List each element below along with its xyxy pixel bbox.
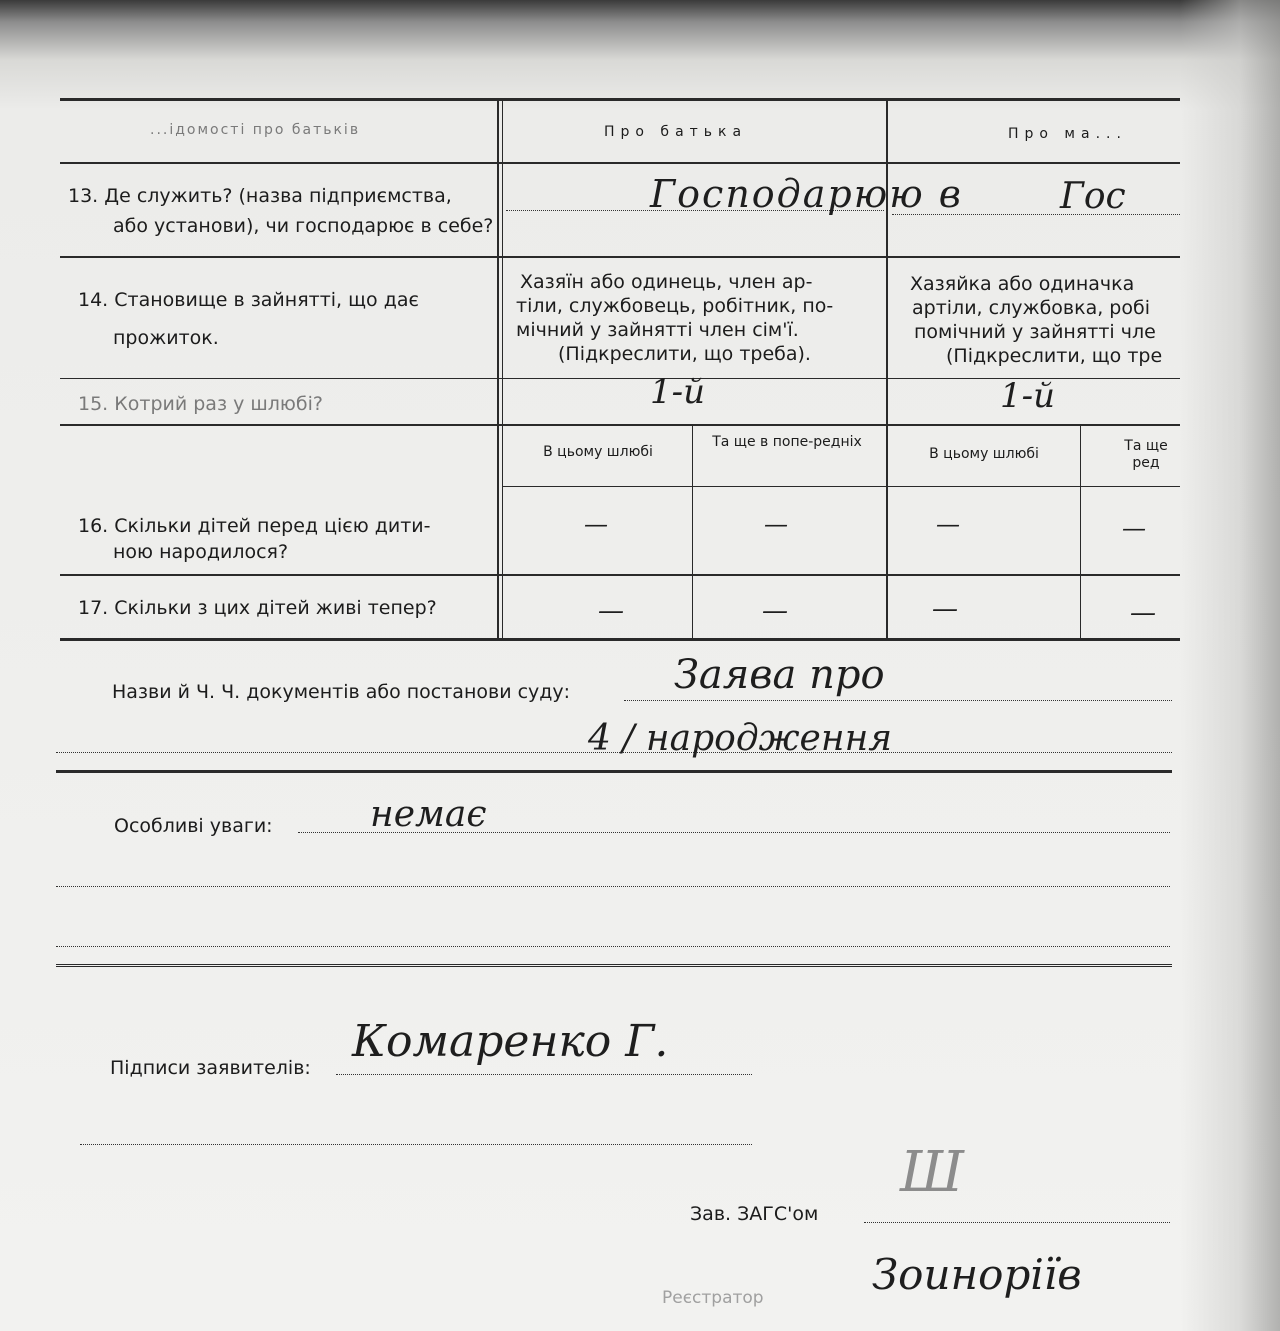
q17-dash-4: — <box>1130 598 1156 628</box>
q17-dash-1: — <box>598 596 624 626</box>
remarks-line-3 <box>56 946 1170 947</box>
documents-answer-line1: Заява про <box>674 652 885 698</box>
q15-label: 15. Котрий раз у шлюбі? <box>78 393 323 415</box>
q16-label-line2: ною народилося? <box>113 541 289 563</box>
remarks-label: Особливі уваги: <box>114 815 273 837</box>
signatures-line-1 <box>336 1074 752 1075</box>
header-father: Про батька <box>604 124 748 140</box>
q13-father-answer: Господарюю в <box>650 172 963 216</box>
q16-mother-previous: Та ще ред <box>1124 438 1168 471</box>
documents-answer-line2: 4 / народження <box>588 718 893 759</box>
q13-label-line2: або установи), чи господарює в себе? <box>113 215 494 237</box>
signatures-label: Підписи заявителів: <box>110 1057 311 1079</box>
zags-head-signature: Ш <box>900 1140 964 1205</box>
q16-dash-4: — <box>1122 514 1146 542</box>
remarks-answer: немає <box>370 794 487 835</box>
registrar-label: Реєстратор <box>662 1288 764 1308</box>
row15-bottom-border <box>60 424 1180 426</box>
header-mother: Про ма... <box>1008 126 1127 142</box>
q14-label-line1: 14. Становище в зайнятті, що дає <box>78 289 419 311</box>
table-bottom-border <box>60 638 1180 641</box>
q16-dash-1: — <box>584 510 608 538</box>
q15-mother-answer: 1-й <box>1000 376 1056 416</box>
q14-father-option-line3: мічний у зайнятті член сім'ї. <box>516 319 799 341</box>
row16-subheader-border <box>502 486 1180 487</box>
row13-bottom-border <box>60 256 1180 258</box>
q16-mother-this-marriage: В цьому шлюбі <box>929 446 1039 462</box>
q16-father-this-marriage: В цьому шлюбі <box>543 444 653 460</box>
q14-father-option-line1: Хазяїн або одинець, член ар- <box>520 271 813 293</box>
header-col-label: ...ідомості про батьків <box>150 122 361 138</box>
remarks-section-border <box>56 964 1172 967</box>
col-divider-label-2 <box>502 98 503 638</box>
q16-label-line1: 16. Скільки дітей перед цією дити- <box>78 515 431 537</box>
col-divider-mother-sub <box>1080 424 1081 638</box>
remarks-line-2 <box>56 886 1170 887</box>
q17-label: 17. Скільки з цих дітей живі тепер? <box>78 597 437 619</box>
col-divider-label <box>497 98 499 638</box>
q15-father-answer: 1-й <box>650 372 706 412</box>
q14-mother-option-line4: (Підкреслити, що тре <box>946 345 1163 367</box>
q17-dash-2: — <box>762 596 788 626</box>
zags-head-label: Зав. ЗАГС'ом <box>690 1203 819 1225</box>
q14-mother-option-line1: Хазяйка або одиначка <box>910 273 1135 295</box>
documents-label: Назви й Ч. Ч. документів або постанови суду: <box>112 681 571 703</box>
q14-father-option-line4: (Підкреслити, що треба). <box>558 343 811 365</box>
q13-label-line1: 13. Де служить? (назва підприємства, <box>68 185 452 207</box>
q17-dash-3: — <box>932 594 958 624</box>
documents-line-1 <box>624 700 1172 701</box>
applicant-signature: Комаренко Г. <box>352 1016 669 1067</box>
registrar-signature: Зоиноріїв <box>872 1250 1082 1299</box>
q16-father-previous: Та ще в попе-редніх <box>712 434 862 450</box>
zags-head-sign-line <box>864 1222 1170 1223</box>
page-edge-shadow <box>1180 0 1280 1331</box>
q14-father-option-line2: тіли, службовець, робітник, по- <box>516 295 834 317</box>
row16-bottom-border <box>60 574 1180 576</box>
q14-mother-option-line2: артіли, службовка, робі <box>912 297 1150 319</box>
q13-mother-answer: Гос <box>1060 176 1126 217</box>
q14-mother-option-line3: помічний у зайнятті чле <box>914 321 1156 343</box>
q14-label-line2: прожиток. <box>113 327 219 349</box>
col-divider-father-sub <box>692 424 693 638</box>
documents-section-border <box>56 770 1172 773</box>
signatures-line-2 <box>80 1144 752 1145</box>
q16-dash-2: — <box>764 510 788 538</box>
q16-dash-3: — <box>936 510 960 538</box>
header-bottom-border <box>60 162 1180 164</box>
table-top-border <box>60 98 1180 101</box>
